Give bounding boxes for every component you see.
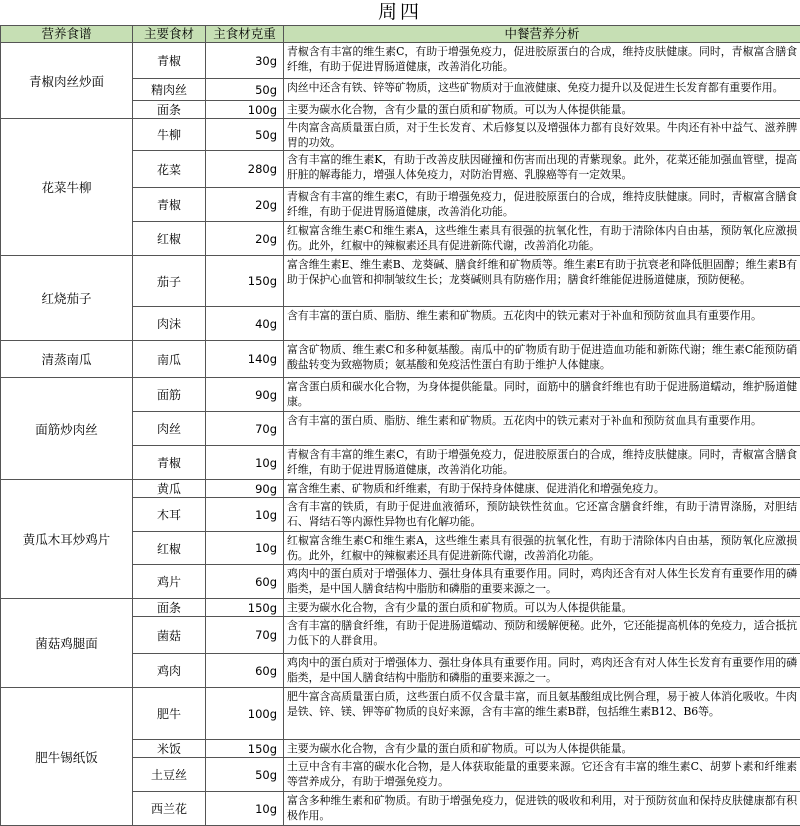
nutrition-analysis: 主要为碳水化合物，含有少量的蛋白质和矿物质。可以为人体提供能量。 [284, 101, 800, 119]
nutrition-analysis: 富含矿物质、维生素C和多种氨基酸。南瓜中的矿物质有助于促进造血功能和新陈代谢；维生素C能预防硝酸盐转变为致癌物质；氨基酸和免疫活性蛋白有助于维护人体健康。 [284, 341, 800, 378]
nutrition-analysis: 土豆中含有丰富的碳水化合物，是人体获取能量的重要来源。它还含有丰富的维生素C、胡萝卜素和纤维素等营养成分，有助于增强免疫力。 [284, 758, 800, 792]
ingredient-name: 肥牛 [133, 688, 206, 740]
ingredient-name: 青椒 [133, 446, 206, 480]
ingredient-weight: 50g [206, 119, 284, 151]
nutrition-analysis: 肥牛富含高质量蛋白质，这些蛋白质不仅含量丰富，而且氨基酸组成比例合理，易于被人体消化吸收。牛肉是铁、锌、镁、钾等矿物质的良好来源，含有丰富的维生素B群，包括维生素B12、B6等。 [284, 688, 800, 740]
table-row [1, 43, 800, 79]
table-row [1, 480, 800, 498]
ingredient-weight: 50g [206, 758, 284, 792]
nutrition-analysis: 富含蛋白质和碳水化合物，为身体提供能量。同时，面筋中的膳食纤维也有助于促进肠道蠕动，维护肠道健康。 [284, 378, 800, 412]
ingredient-weight: 10g [206, 498, 284, 532]
ingredient-name: 鸡片 [133, 565, 206, 599]
ingredient-name: 木耳 [133, 498, 206, 532]
nutrition-analysis: 鸡肉中的蛋白质对于增强体力、强壮身体具有重要作用。同时，鸡肉还含有对人体生长发育有重要作用的磷脂类，是中国人膳食结构中脂肪和磷脂的重要来源之一。 [284, 565, 800, 599]
ingredient-weight: 10g [206, 446, 284, 480]
dish-name: 面筋炒肉丝 [1, 378, 133, 480]
ingredient-weight: 150g [206, 740, 284, 758]
dish-name: 肥牛锡纸饭 [1, 688, 133, 826]
ingredient-name: 青椒 [133, 188, 206, 222]
ingredient-weight: 50g [206, 79, 284, 101]
dish-name: 清蒸南瓜 [1, 341, 133, 378]
nutrition-analysis: 含有丰富的铁质，有助于促进血液循环，预防缺铁性贫血。它还富含膳食纤维，有助于清胃涤肠，对胆结石、肾结石等内源性异物也有化解功能。 [284, 498, 800, 532]
ingredient-name: 肉沫 [133, 307, 206, 341]
dish-name: 花菜牛柳 [1, 119, 133, 256]
ingredient-name: 面条 [133, 599, 206, 617]
nutrition-analysis: 富含维生素E、维生素B、龙葵碱、膳食纤维和矿物质等。维生素E有助于抗衰老和降低胆固醇；维生素B有助于保护心血管和抑制皱纹生长；龙葵碱则具有防癌作用；膳食纤维能促进肠道健康，预防便秘。 [284, 256, 800, 307]
ingredient-name: 西兰花 [133, 792, 206, 826]
table-row [1, 256, 800, 307]
dish-name: 青椒肉丝炒面 [1, 43, 133, 119]
ingredient-weight: 40g [206, 307, 284, 341]
nutrition-analysis: 牛肉富含高质量蛋白质，对于生长发育、术后修复以及增强体力都有良好效果。牛肉还有补中益气、滋养脾胃的功效。 [284, 119, 800, 151]
ingredient-weight: 90g [206, 480, 284, 498]
table-row [1, 688, 800, 740]
ingredient-name: 黄瓜 [133, 480, 206, 498]
table-row [1, 378, 800, 412]
ingredient-name: 红椒 [133, 222, 206, 256]
ingredient-weight: 60g [206, 565, 284, 599]
nutrition-analysis: 肉丝中还含有铁、锌等矿物质，这些矿物质对于血液健康、免疫力提升以及促进生长发育都有重要作用。 [284, 79, 800, 101]
ingredient-name: 面条 [133, 101, 206, 119]
ingredient-weight: 90g [206, 378, 284, 412]
ingredient-weight: 70g [206, 617, 284, 654]
ingredient-weight: 60g [206, 654, 284, 688]
table-row [1, 119, 800, 151]
ingredient-weight: 20g [206, 188, 284, 222]
nutrition-analysis: 青椒含有丰富的维生素C，有助于增强免疫力，促进胶原蛋白的合成，维持皮肤健康。同时，青椒富含膳食纤维，有助于促进胃肠道健康，改善消化功能。 [284, 43, 800, 79]
nutrition-analysis: 青椒含有丰富的维生素C，有助于增强免疫力，促进胶原蛋白的合成，维持皮肤健康。同时，青椒富含膳食纤维，有助于促进胃肠道健康，改善消化功能。 [284, 446, 800, 480]
ingredient-weight: 150g [206, 599, 284, 617]
nutrition-analysis: 富含多种维生素和矿物质。有助于增强免疫力，促进铁的吸收和利用，对于预防贫血和保持皮肤健康都有积极作用。 [284, 792, 800, 826]
ingredient-name: 土豆丝 [133, 758, 206, 792]
ingredient-name: 精肉丝 [133, 79, 206, 101]
ingredient-name: 青椒 [133, 43, 206, 79]
ingredient-name: 鸡肉 [133, 654, 206, 688]
ingredient-weight: 100g [206, 101, 284, 119]
nutrition-analysis: 红椒富含维生素C和维生素A，这些维生素具有很强的抗氧化性，有助于清除体内自由基，预防氧化应激损伤。此外，红椒中的辣椒素还具有促进新陈代谢，改善消化功能。 [284, 532, 800, 565]
nutrition-analysis: 含有丰富的维生素K，有助于改善皮肤因碰撞和伤害而出现的青紫现象。此外，花菜还能加强血管壁，提高肝脏的解毒能力，增强人体免疫力，对防治胃癌、乳腺癌等有一定效果。 [284, 151, 800, 188]
ingredient-weight: 30g [206, 43, 284, 79]
nutrition-analysis: 富含维生素、矿物质和纤维素，有助于保持身体健康、促进消化和增强免疫力。 [284, 480, 800, 498]
ingredient-weight: 150g [206, 256, 284, 307]
ingredient-name: 面筋 [133, 378, 206, 412]
nutrition-analysis: 红椒富含维生素C和维生素A，这些维生素具有很强的抗氧化性，有助于清除体内自由基，预防氧化应激损伤。此外，红椒中的辣椒素还具有促进新陈代谢，改善消化功能。 [284, 222, 800, 256]
ingredient-name: 菌菇 [133, 617, 206, 654]
ingredient-name: 花菜 [133, 151, 206, 188]
nutrition-analysis: 含有丰富的蛋白质、脂肪、维生素和矿物质。五花肉中的铁元素对于补血和预防贫血具有重要作用。 [284, 412, 800, 446]
ingredient-weight: 20g [206, 222, 284, 256]
header-ingredient: 主要食材 [133, 26, 206, 43]
ingredient-name: 米饭 [133, 740, 206, 758]
nutrition-analysis: 青椒含有丰富的维生素C，有助于增强免疫力，促进胶原蛋白的合成，维持皮肤健康。同时，青椒富含膳食纤维，有助于促进胃肠道健康，改善消化功能。 [284, 188, 800, 222]
header-row [1, 26, 800, 43]
ingredient-name: 肉丝 [133, 412, 206, 446]
ingredient-weight: 280g [206, 151, 284, 188]
ingredient-weight: 70g [206, 412, 284, 446]
header-dish: 营养食谱 [1, 26, 133, 43]
dish-name: 黄瓜木耳炒鸡片 [1, 480, 133, 599]
nutrition-analysis: 含有丰富的蛋白质、脂肪、维生素和矿物质。五花肉中的铁元素对于补血和预防贫血具有重要作用。 [284, 307, 800, 341]
ingredient-name: 茄子 [133, 256, 206, 307]
header-weight: 主食材克重 [206, 26, 284, 43]
nutrition-table [0, 25, 800, 826]
nutrition-analysis: 主要为碳水化合物，含有少量的蛋白质和矿物质。可以为人体提供能量。 [284, 599, 800, 617]
dish-name: 菌菇鸡腿面 [1, 599, 133, 688]
ingredient-name: 牛柳 [133, 119, 206, 151]
dish-name: 红烧茄子 [1, 256, 133, 341]
table-row [1, 341, 800, 378]
nutrition-analysis: 鸡肉中的蛋白质对于增强体力、强壮身体具有重要作用。同时，鸡肉还含有对人体生长发育有重要作用的磷脂类，是中国人膳食结构中脂肪和磷脂的重要来源之一。 [284, 654, 800, 688]
ingredient-weight: 10g [206, 532, 284, 565]
header-analysis: 中餐营养分析 [284, 26, 800, 43]
nutrition-analysis: 主要为碳水化合物，含有少量的蛋白质和矿物质。可以为人体提供能量。 [284, 740, 800, 758]
ingredient-weight: 10g [206, 792, 284, 826]
table-row [1, 599, 800, 617]
page-title: 周四 [377, 1, 422, 23]
ingredient-name: 红椒 [133, 532, 206, 565]
ingredient-weight: 100g [206, 688, 284, 740]
nutrition-analysis: 含有丰富的膳食纤维，有助于促进肠道蠕动、预防和缓解便秘。此外，它还能提高机体的免疫力，适合抵抗力低下的人群食用。 [284, 617, 800, 654]
ingredient-weight: 140g [206, 341, 284, 378]
table-body [1, 43, 800, 826]
ingredient-name: 南瓜 [133, 341, 206, 378]
